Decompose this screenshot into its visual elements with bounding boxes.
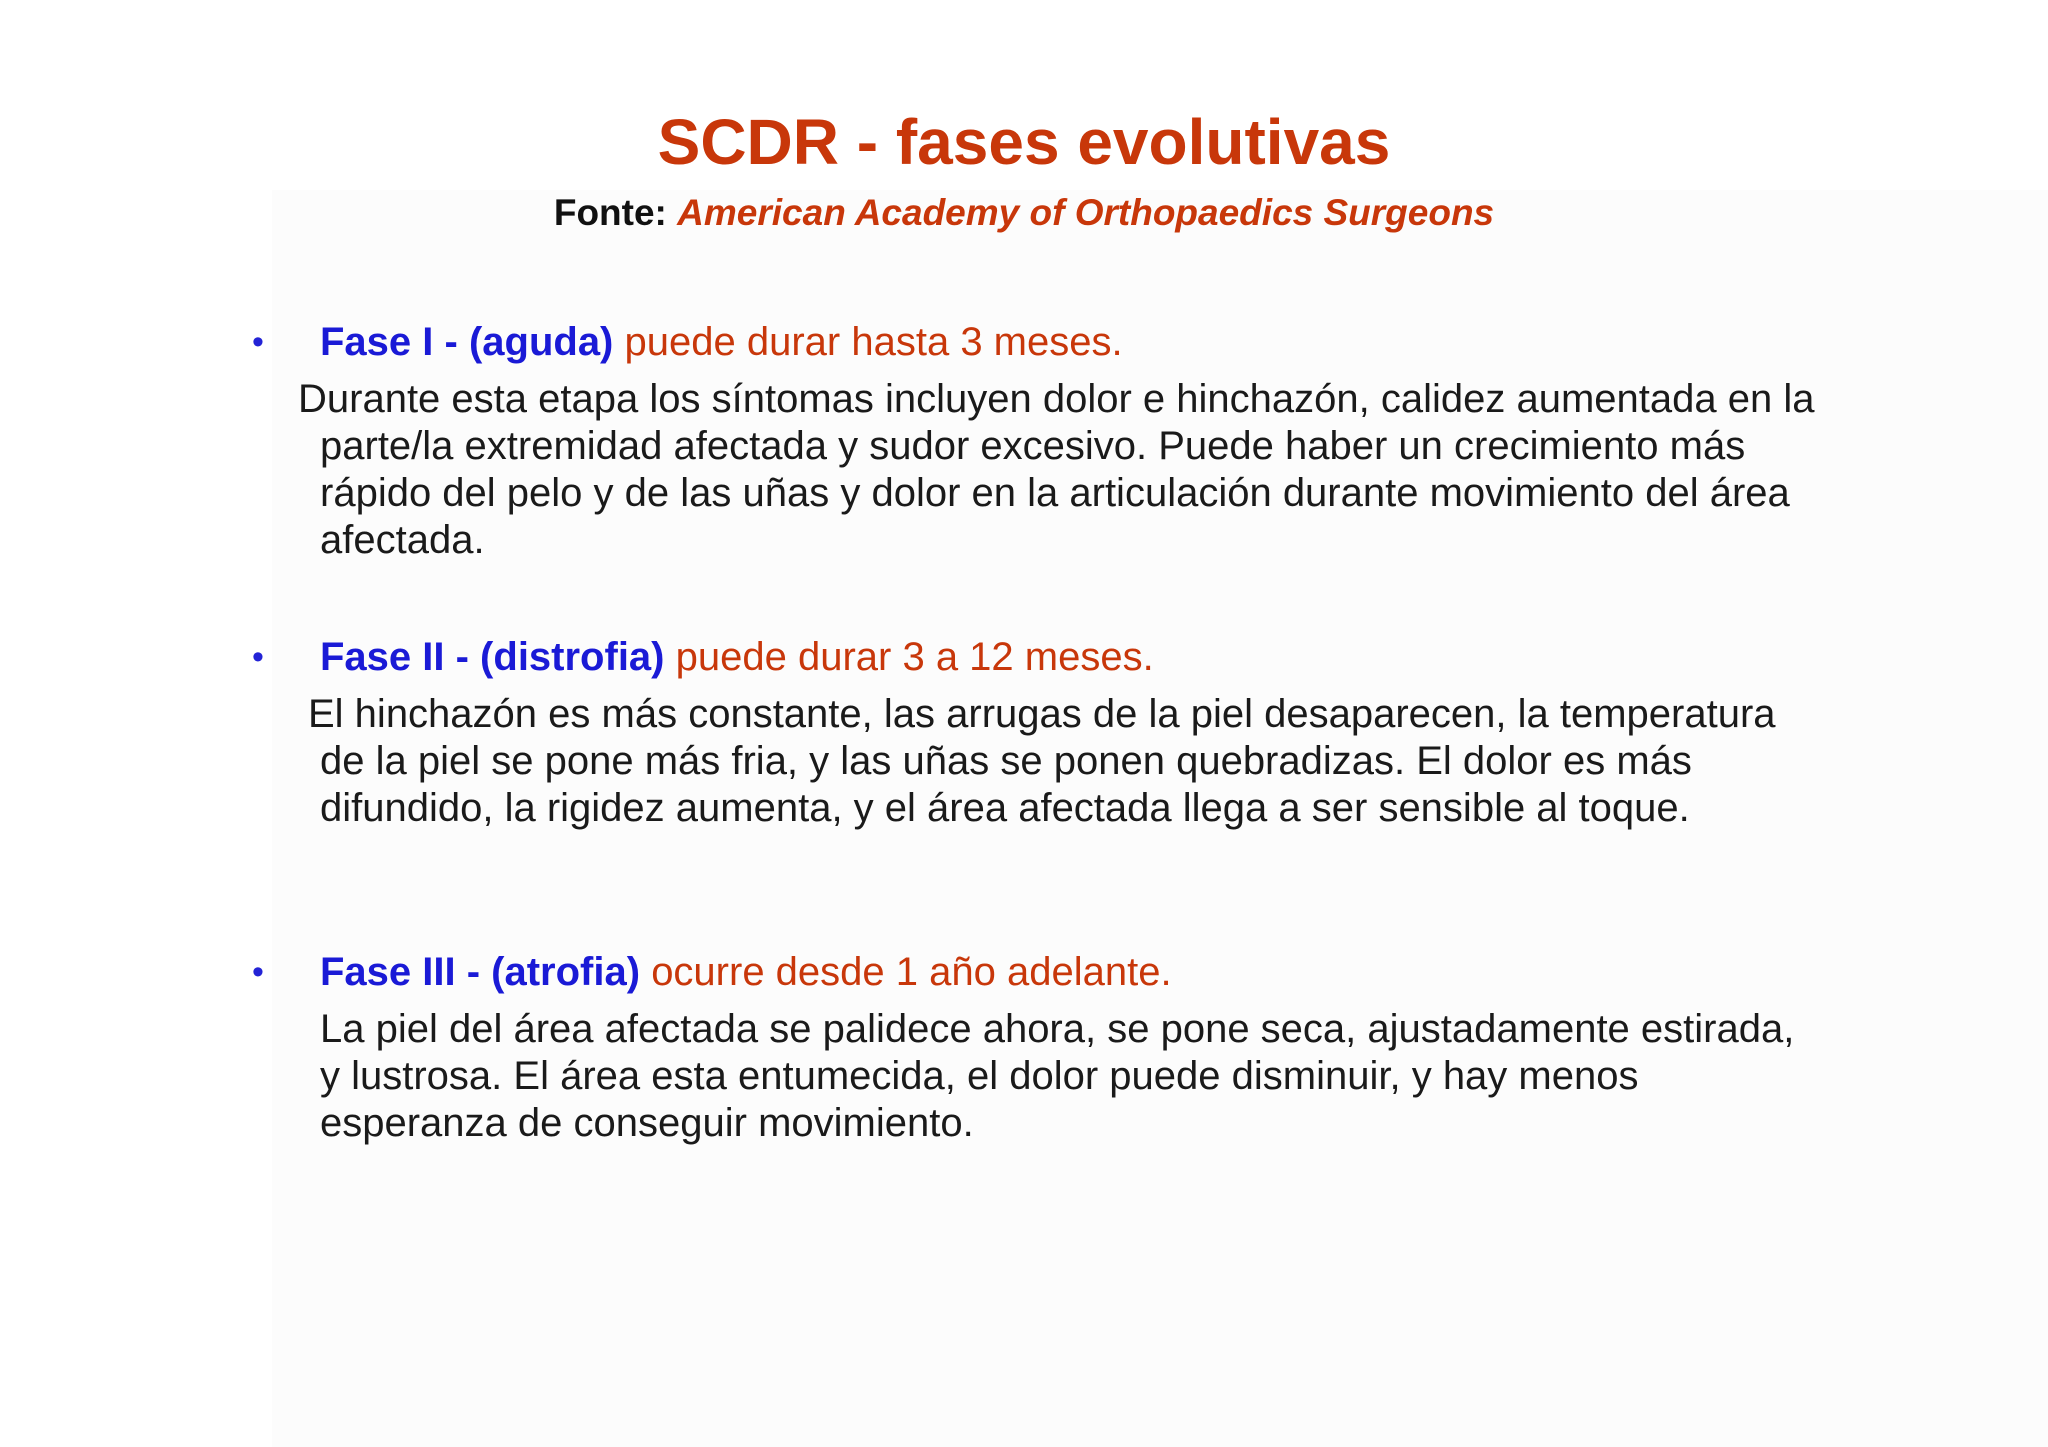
phase-duration: puede durar hasta 3 meses. <box>624 320 1123 364</box>
phase-heading <box>252 318 1812 366</box>
phase-name: Fase III - (atrofia) <box>320 950 641 994</box>
phase-description: Durante esta etapa los síntomas incluyen dolor e hinchazón, calidez aumentada en la parte/la extremidad afectada y sudor excesivo. Puede haber un crecimiento más rápido del pelo y de las uñas y dolor en la articulación durante movimiento del área afectada. <box>298 377 1815 562</box>
phase-duration: ocurre desde 1 año adelante. <box>651 950 1172 994</box>
bullet-icon: • <box>252 953 264 991</box>
phase-item-1 <box>252 318 1815 564</box>
phase-name: Fase II - (distrofia) <box>320 635 665 679</box>
phase-item-3 <box>252 948 1812 1147</box>
source-value: American Academy of Orthopaedics Surgeons <box>677 192 1495 233</box>
phase-duration: puede durar 3 a 12 meses. <box>675 635 1154 679</box>
phase-name: Fase I - (aguda) <box>320 320 614 364</box>
source-line <box>0 188 2048 238</box>
phase-heading-text <box>320 318 1123 366</box>
phase-description: La piel del área afectada se palidece ahora, se pone seca, ajustadamente estirada, y lustrosa. El área esta entumecida, el dolor puede disminuir, y hay menos esperanza de conseguir movimiento. <box>320 1007 1795 1145</box>
source-label: Fonte: <box>553 192 667 233</box>
slide-title: SCDR - fases evolutivas <box>657 106 1391 178</box>
phase-heading <box>252 633 1812 681</box>
phase-item-2 <box>252 633 1812 832</box>
phase-heading-text <box>320 948 1172 996</box>
bullet-icon: • <box>252 323 264 361</box>
phase-description: El hinchazón es más constante, las arrugas de la piel desaparecen, la temperatura de la piel se pone más fria, y las uñas se ponen quebradizas. El dolor es más difundido, la rigidez aumenta, y el área afectada llega a ser sensible al toque. <box>308 692 1776 830</box>
bullet-icon: • <box>252 638 264 676</box>
phase-heading <box>252 948 1812 996</box>
phase-heading-text <box>320 633 1154 681</box>
